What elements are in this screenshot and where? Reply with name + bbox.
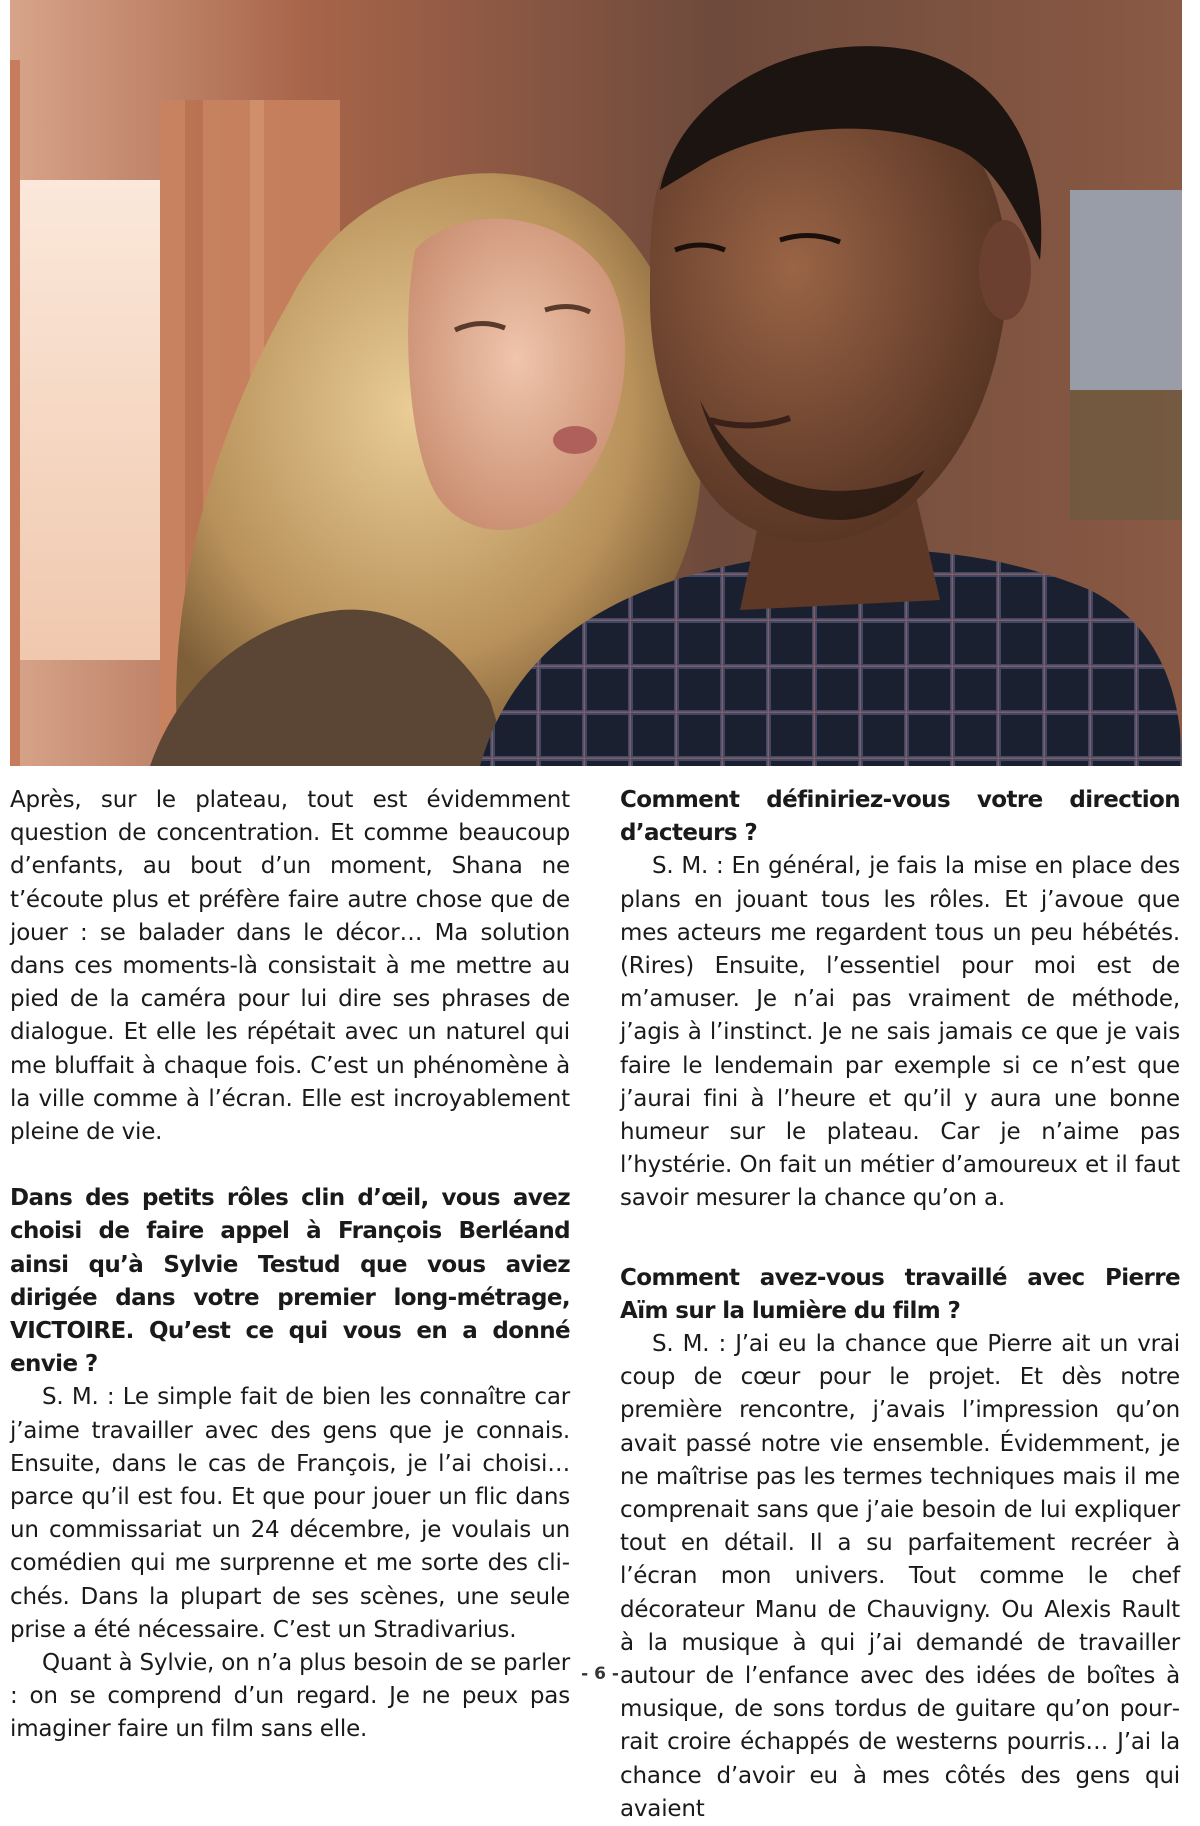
film-still-illustration [10, 0, 1182, 766]
interview-question-2: Comment définiriez-vous votre direction d’acteurs ? [620, 787, 1180, 847]
left-text-column [10, 784, 570, 1747]
spacer [10, 1149, 570, 1182]
spacer [620, 1216, 1180, 1262]
page-number: - 6 - [581, 1664, 619, 1684]
interview-question-1: Dans des petits rôles clin d’œil, vous avez choisi de faire appel à François Berléand ainsi qu’à Sylvie Testud que vous aviez dirigée dans votre premier long-métrage, VICTOIRE. Qu’est ce qui vous en a donné envie ? [10, 1185, 570, 1378]
left-paragraph-1: Après, sur le plateau, tout est évidemment question de concentration. Et comme beaucoup d’enfants, au bout d’un moment, Shana ne t’écoute plus et préfère faire autre chose que de jouer : se balader dans le décor… Ma solution dans ces moments-là consistait à me mettre au pied de la caméra pour lui dire ses phrases de dialogue. Et elle les répétait avec un naturel qui me bluffait à chaque fois. C’est un phénomène à la ville comme à l’écran. Elle est incroyablement pleine de vie. [10, 787, 570, 1146]
answer-paragraph-1: S. M. : Le simple fait de bien les connaître car j’aime travailler avec des gens que je connais. Ensuite, dans le cas de François, je l’ai choisi… parce qu’il est fou. Et que pour jouer un flic dans un commissariat un 24 décembre, je voulais un comédien qui me surprenne et me sorte des clichés. Dans la plupart de ses scènes, une seule prise a été nécessaire. C’est un Stradivarius. [10, 1384, 570, 1643]
answer-paragraph-4: S. M. : J’ai eu la chance que Pierre ait un vrai coup de cœur pour le projet. Et dès notre première rencontre, j’avais l’impression qu’on avait passé notre vie ensemble. Évidemment, je ne maîtrise pas les termes techniques mais il me comprenait sans que j’aie besoin de lui expliquer tout en détail. Il a su parfaitement recréer à l’écran mon univers. Tout comme le chef décorateur Manu de Chauvigny. Ou Alexis Rault à la musique à qui j’ai demandé de travailler autour de l’enfance avec des idées de boîtes à musique, de sons tordus de guitare qu’on pourrait croire échappés de westerns pourris… J’ai la chance d’avoir eu à mes côtés des gens qui avaient [620, 1331, 1180, 1822]
answer-paragraph-3: S. M. : En général, je fais la mise en place des plans en jouant tous les rôles. Et j’avoue que mes acteurs me regardent tous un peu hébétés. (Rires) Ensuite, l’essentiel pour moi est de m’amuser. Je n’ai pas vraiment de méthode, j’agis à l’instinct. Je ne sais jamais ce que je vais faire le lendemain par exemple si ce n’est que j’aurai fini à l’heure et qu’il y aura une bonne humeur sur le plateau. Car je n’aime pas l’hystérie. On fait un métier d’amoureux et il faut savoir mesurer la chance qu’on a. [620, 853, 1180, 1212]
answer-paragraph-2: Quant à Sylvie, on n’a plus besoin de se parler : on se comprend d’un regard. Je ne peux pas imaginer faire un film sans elle. [10, 1650, 570, 1743]
interview-question-3: Comment avez-vous travaillé avec Pierre Aïm sur la lumière du film ? [620, 1264, 1180, 1324]
film-still-photo [10, 0, 1182, 766]
